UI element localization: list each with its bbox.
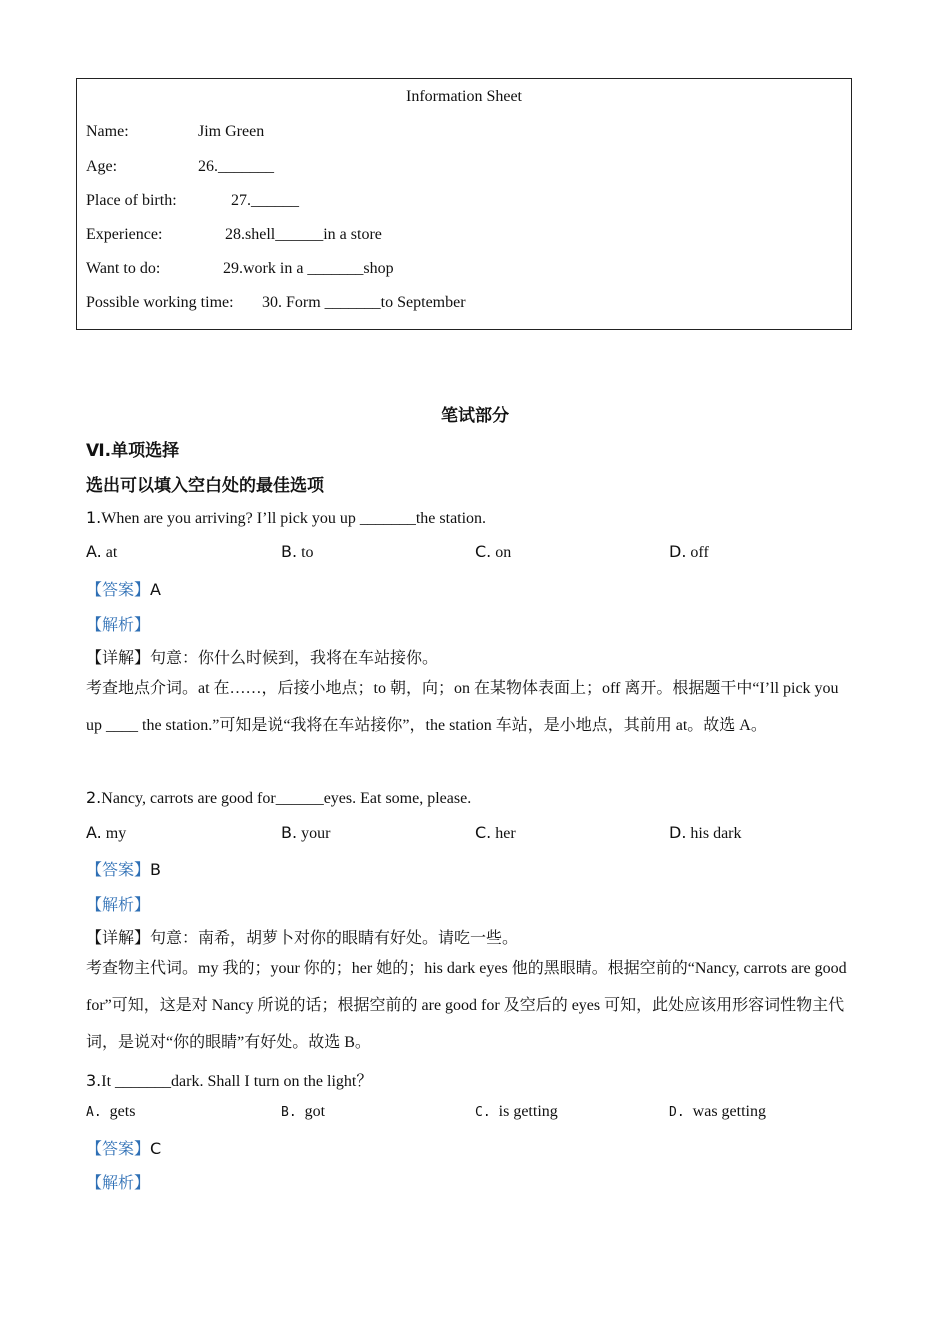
answer-2	[86, 857, 161, 880]
analysis-tag: 【解析】	[86, 1175, 151, 1192]
information-sheet	[76, 78, 852, 330]
option-a	[86, 823, 126, 843]
detail-2: 【详解】句意：南希，胡萝卜对你的眼睛有好处。请吃一些。	[86, 930, 519, 947]
option-d	[669, 542, 709, 562]
option-text: off	[690, 544, 709, 561]
analysis-tag: 【解析】	[86, 617, 151, 634]
option-letter: A.	[86, 1105, 102, 1120]
option-text: on	[495, 544, 512, 561]
option-letter: D.	[669, 542, 687, 561]
section-instruction: 选出可以填入空白处的最佳选项	[86, 476, 324, 496]
option-letter: D.	[669, 823, 687, 842]
question-number: 2.	[86, 788, 102, 807]
option-text: to	[301, 544, 314, 561]
answer-tag: 【答案】	[86, 1141, 151, 1158]
option-text: is getting	[498, 1103, 558, 1120]
option-c	[475, 823, 516, 843]
option-text: her	[495, 825, 516, 842]
option-b	[281, 542, 314, 562]
info-row-experience	[86, 226, 382, 244]
question-number: 1.	[86, 508, 102, 527]
option-d	[669, 1103, 766, 1121]
info-value: 26._______	[198, 158, 274, 175]
detail-1: 【详解】句意：你什么时候到，我将在车站接你。	[86, 650, 439, 667]
info-row-want-to-do	[86, 260, 394, 278]
option-text: was getting	[692, 1103, 766, 1120]
option-b	[281, 1103, 325, 1121]
answer-value: B	[150, 860, 161, 879]
option-a	[86, 542, 117, 562]
question-3	[86, 1068, 372, 1091]
answer-1	[86, 577, 161, 600]
info-label: Possible working time:	[86, 294, 234, 311]
explanation-2: 考查物主代词。my 我的；your 你的；her 她的；his dark eyes 他的黑眼睛。根据空前的“Nancy, carrots are good for”可知，这是对 Nancy 所说的话；根据空前的 are good for 及空后的 eyes 可知，此处应该用形容词性物主代词，是说对“你的眼睛”有好处。故选 B。	[86, 960, 847, 1051]
option-c	[475, 542, 511, 562]
option-letter: D.	[669, 1105, 685, 1120]
option-text: his dark	[690, 825, 742, 842]
option-letter: C.	[475, 1105, 491, 1120]
section-title: Ⅵ.单项选择	[86, 441, 180, 461]
answer-3	[86, 1136, 161, 1159]
question-text: It _______dark. Shall I turn on the light？	[101, 1073, 373, 1090]
option-text: your	[301, 825, 331, 842]
analysis-tag: 【解析】	[86, 897, 151, 914]
option-letter: A.	[86, 542, 102, 561]
info-value: Jim Green	[198, 123, 265, 140]
explanation-1: 考查地点介词。at 在……，后接小地点；to 朝，向；on 在某物体表面上；off 离开。根据题干中“I’ll pick you up ____ the station.”可知是说“我将在车站接你”，the station 车站，是小地点，其前用 at。故选 A。	[86, 680, 839, 734]
option-text: at	[105, 544, 118, 561]
info-value: 29.work in a _______shop	[223, 260, 394, 277]
option-text: got	[304, 1103, 326, 1120]
question-text: When are you arriving? I’ll pick you up _______the station.	[101, 510, 487, 527]
answer-value: A	[150, 580, 161, 599]
info-label: Want to do:	[86, 260, 161, 277]
question-text: Nancy, carrots are good for______eyes. Eat some, please.	[101, 790, 472, 807]
option-letter: B.	[281, 1105, 297, 1120]
info-row-working-time	[86, 294, 466, 312]
option-d	[669, 823, 742, 843]
info-row-birthplace	[86, 192, 299, 210]
option-letter: A.	[86, 823, 102, 842]
answer-tag: 【答案】	[86, 862, 151, 879]
answer-value: C	[150, 1139, 162, 1158]
option-letter: B.	[281, 823, 298, 842]
info-row-age	[86, 158, 274, 176]
option-letter: C.	[475, 542, 492, 561]
option-letter: B.	[281, 542, 298, 561]
info-label: Experience:	[86, 226, 163, 243]
option-text: my	[105, 825, 127, 842]
question-2	[86, 788, 471, 808]
info-label: Name:	[86, 123, 129, 140]
question-1	[86, 508, 486, 528]
info-label: Place of birth:	[86, 192, 177, 209]
option-text: gets	[109, 1103, 136, 1120]
option-letter: C.	[475, 823, 492, 842]
information-sheet-title: Information Sheet	[406, 88, 522, 105]
info-label: Age:	[86, 158, 118, 175]
info-value: 28.shell______in a store	[225, 226, 382, 243]
info-value: 30. Form _______to September	[262, 294, 466, 311]
written-part-heading: 笔试部分	[441, 406, 509, 426]
info-value: 27.______	[231, 192, 299, 209]
option-c	[475, 1103, 558, 1121]
option-a	[86, 1103, 135, 1121]
question-number: 3.	[86, 1071, 102, 1090]
option-b	[281, 823, 330, 843]
answer-tag: 【答案】	[86, 582, 151, 599]
info-row-name	[86, 123, 265, 141]
